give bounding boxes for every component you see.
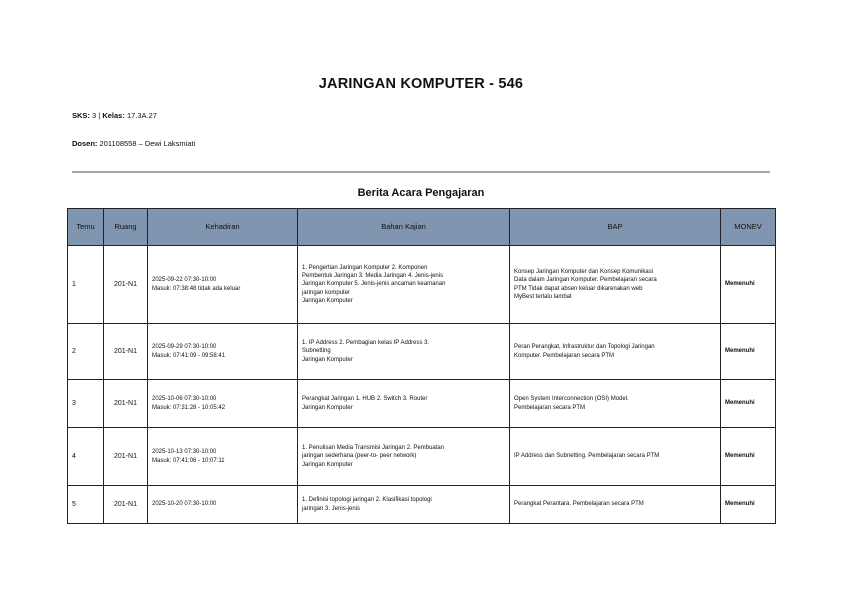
cell-kehadiran-line: Masuk: 07:41:06 - 10:07:11 <box>152 457 225 464</box>
column-header-ruang: Ruang <box>104 209 148 246</box>
cell-kehadiran <box>148 380 298 428</box>
lecturer-line <box>72 139 195 148</box>
cell-bahan-kajian-line: Jaringan Komputer <box>302 461 353 468</box>
cell-bap <box>510 486 721 524</box>
cell-bap-line: PTM Tidak dapat absen keluar dikarenakan web <box>514 285 643 292</box>
cell-kehadiran-line: Masuk: 07:31:28 - 10:05:42 <box>152 404 226 411</box>
cell-kehadiran-line: 2025-09-22 07:30-10:00 <box>152 277 217 284</box>
column-header-monev: MONEV <box>721 209 776 246</box>
cell-bahan-kajian <box>298 246 510 324</box>
meta-separator: | <box>98 111 101 120</box>
column-header-kehadiran: Kehadiran <box>148 209 298 246</box>
cell-bap <box>510 380 721 428</box>
sks-label: SKS: <box>72 111 90 120</box>
cell-temu: 1 <box>68 246 104 324</box>
cell-kehadiran-line: Masuk: 07:41:09 - 09:58:41 <box>152 352 226 359</box>
cell-temu: 2 <box>68 324 104 380</box>
table-row <box>68 246 776 324</box>
cell-ruang: 201-N1 <box>104 380 148 428</box>
dosen-label: Dosen: <box>72 139 98 148</box>
cell-kehadiran <box>148 428 298 486</box>
dosen-value: 201108558 – Dewi Laksmiati <box>99 139 196 148</box>
table-row <box>68 324 776 380</box>
cell-monev: Memenuhi <box>721 246 776 324</box>
cell-kehadiran-line: 2025-10-13 07:30-10:00 <box>152 449 217 456</box>
cell-bahan-kajian-line: jaringan komputer <box>302 289 351 296</box>
cell-ruang: 201-N1 <box>104 246 148 324</box>
column-header-bahan-kajian: Bahan Kajian <box>298 209 510 246</box>
cell-bap-line: Perangkat Perantara. Pembelajaran secara PTM <box>514 501 644 508</box>
cell-ruang: 201-N1 <box>104 486 148 524</box>
cell-bap <box>510 428 721 486</box>
cell-bahan-kajian-line: Jaringan Komputer <box>302 297 353 304</box>
table-header-row <box>68 209 776 246</box>
cell-bap-line: Pembelajaran secara PTM <box>514 404 586 411</box>
cell-temu: 3 <box>68 380 104 428</box>
cell-bahan-kajian-line: Jaringan Komputer <box>302 356 353 363</box>
cell-bahan-kajian <box>298 324 510 380</box>
cell-bahan-kajian-line: 1. Definisi topologi jaringan 2. Klasifikasi topologi <box>302 497 432 504</box>
column-header-bap: BAP <box>510 209 721 246</box>
cell-monev: Memenuhi <box>721 380 776 428</box>
cell-bap-line: Peran Perangkat, Infrastruktur dan Topologi Jaringan <box>514 344 655 351</box>
cell-kehadiran-line: 2025-10-20 07:30-10:00 <box>152 501 217 508</box>
cell-kehadiran-line: 2025-09-29 07:30-10:00 <box>152 344 217 351</box>
cell-monev: Memenuhi <box>721 486 776 524</box>
cell-bahan-kajian-line: Jaringan Komputer 5. Jenis-jenis ancaman keamanan <box>302 281 446 288</box>
cell-bap <box>510 246 721 324</box>
cell-kehadiran-line: Masuk: 07:38:48 tidak ada keluar <box>152 285 241 292</box>
cell-bahan-kajian <box>298 380 510 428</box>
cell-bahan-kajian-line: 1. Penulisan Media Transmisi Jaringan 2. Pembuatan <box>302 445 445 452</box>
cell-kehadiran <box>148 324 298 380</box>
cell-bap-line: Open System Interconnection (OSI) Model. <box>514 396 629 403</box>
cell-bap <box>510 324 721 380</box>
course-title: JARINGAN KOMPUTER - 546 <box>318 76 524 92</box>
column-header-temu: Temu <box>68 209 104 246</box>
cell-bahan-kajian-line: jaringan sederhana (peer-to- peer network) <box>302 453 417 460</box>
cell-bap-line: Komputer. Pembelajaran secara PTM <box>514 352 615 359</box>
course-meta-line <box>72 111 157 120</box>
cell-bap-line: Konsep Jaringan Komputer dan Konsep Komunikasi <box>514 269 654 276</box>
cell-temu: 5 <box>68 486 104 524</box>
cell-bahan-kajian-line: jaringan 3. Jenis-jenis <box>302 505 361 512</box>
cell-ruang: 201-N1 <box>104 324 148 380</box>
cell-bap-line: IP Address dan Subnetting. Pembelajaran secara PTM <box>514 453 660 460</box>
cell-bahan-kajian-line: 1. Pengertian Jaringan Komputer 2. Komponen <box>302 265 428 272</box>
sks-value: 3 <box>92 111 97 120</box>
section-title: Berita Acara Pengajaran <box>357 187 485 199</box>
cell-temu: 4 <box>68 428 104 486</box>
teaching-report-table <box>67 208 776 524</box>
cell-bahan-kajian <box>298 428 510 486</box>
cell-bahan-kajian-line: Perangkat Jaringan 1. HUB 2. Switch 3. Router <box>302 396 428 403</box>
cell-bahan-kajian-line: Subnetting <box>302 348 331 355</box>
cell-ruang: 201-N1 <box>104 428 148 486</box>
cell-kehadiran-line: 2025-10-06 07:30-10:00 <box>152 396 217 403</box>
table-row <box>68 428 776 486</box>
cell-bap-line: MyBest terlalu lambat <box>514 293 572 300</box>
cell-bahan-kajian-line: Pembentuk Jaringan 3. Media Jaringan 4. Jenis-jenis <box>302 273 444 280</box>
divider <box>72 171 770 173</box>
table-row <box>68 380 776 428</box>
cell-kehadiran <box>148 486 298 524</box>
kelas-label: Kelas: <box>102 111 125 120</box>
cell-monev: Memenuhi <box>721 324 776 380</box>
cell-bahan-kajian-line: Jaringan Komputer <box>302 404 353 411</box>
cell-kehadiran <box>148 246 298 324</box>
cell-monev: Memenuhi <box>721 428 776 486</box>
cell-bahan-kajian-line: 1. IP Address 2. Pembagian kelas IP Address 3. <box>302 340 430 347</box>
cell-bap-line: Data dalam Jaringan Komputer. Pembelajaran secara <box>514 277 657 284</box>
cell-bahan-kajian <box>298 486 510 524</box>
kelas-value: 17.3A.27 <box>126 111 157 120</box>
table-row <box>68 486 776 524</box>
